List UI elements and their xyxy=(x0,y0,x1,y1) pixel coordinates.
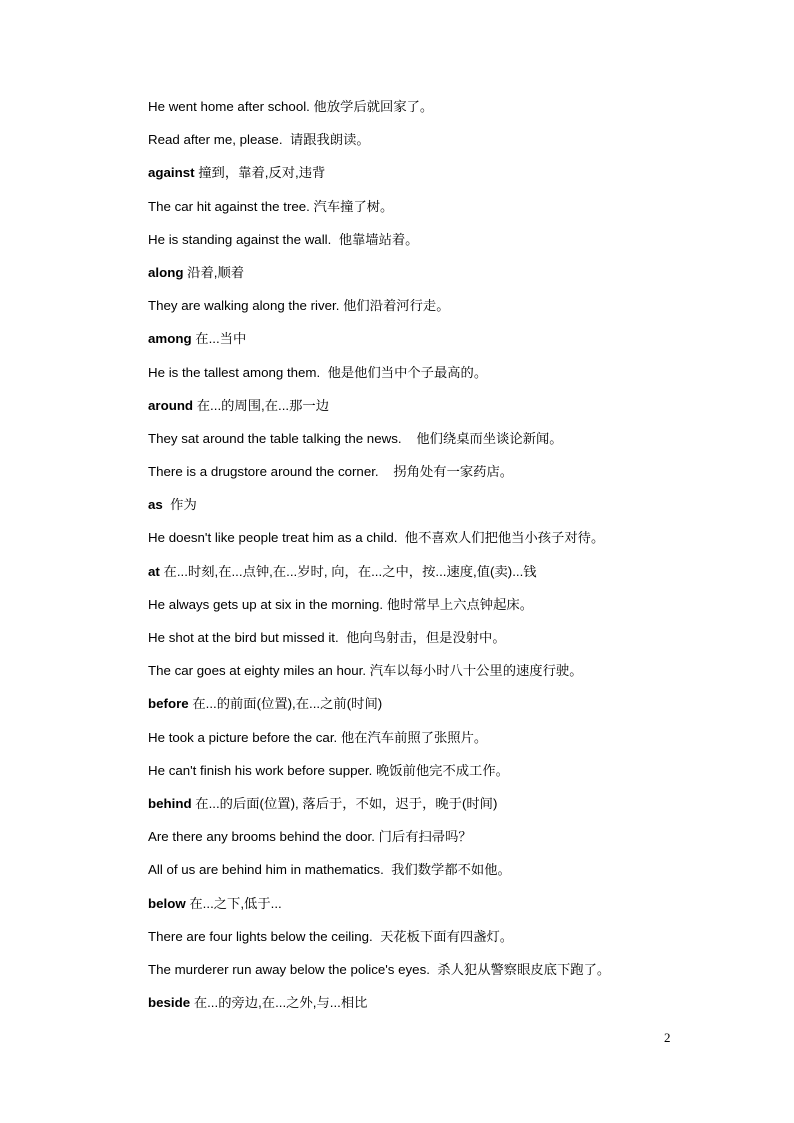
word-meaning: 在...的后面(位置), 落后于，不如，迟于，晚于(时间) xyxy=(191,795,498,811)
word-meaning: 撞到，靠着,反对,违背 xyxy=(194,165,326,181)
example-sentence: He went home after school. 他放学后就回家了。 xyxy=(148,99,434,114)
example-sentence: They sat around the table talking the news. 他们绕桌而坐谈论新闻。 xyxy=(148,430,563,446)
vocabulary-list xyxy=(148,96,708,1025)
page-number: 2 xyxy=(664,1030,671,1045)
word-meaning: 在...时刻,在...点钟,在...岁时, 向，在...之中，按...速度,值(卖)...钱 xyxy=(159,563,537,579)
word-entry xyxy=(148,793,708,826)
word-entry xyxy=(148,395,708,428)
example-sentence: They are walking along the river. 他们沿着河行走。 xyxy=(148,298,450,314)
word-entry xyxy=(148,162,708,195)
example-sentence: The car hit against the tree. 汽车撞了树。 xyxy=(148,198,394,214)
example-sentence: He is the tallest among them. 他是他们当中个子最高的。 xyxy=(148,364,488,380)
word-meaning: 在...当中 xyxy=(191,331,247,347)
word-meaning: 在...的周围,在...那一边 xyxy=(193,397,329,413)
example-sentence: He always gets up at six in the morning. 他时常早上六点钟起床。 xyxy=(148,596,533,612)
example-sentence: He took a picture before the car. 他在汽车前照了张照片。 xyxy=(148,729,488,745)
example-sentence: There is a drugstore around the corner. 拐角处有一家药店。 xyxy=(148,464,514,480)
example-sentence: He doesn't like people treat him as a child. 他不喜欢人们把他当小孩子对待。 xyxy=(148,530,605,546)
headword: around xyxy=(148,397,194,413)
headword: at xyxy=(148,563,160,579)
headword: against xyxy=(148,165,195,181)
headword: as xyxy=(148,497,163,513)
word-entry xyxy=(148,328,708,361)
word-entry xyxy=(148,561,708,594)
headword: behind xyxy=(148,795,192,811)
example-sentence: The murderer run away below the police's eyes. 杀人犯从警察眼皮底下跑了。 xyxy=(148,961,611,977)
word-entry xyxy=(148,992,708,1025)
example-sentence: The car goes at eighty miles an hour. 汽车以每小时八十公里的速度行驶。 xyxy=(148,663,583,679)
headword: before xyxy=(148,696,189,712)
example-sentence: Read after me, please. 请跟我朗读。 xyxy=(148,132,370,148)
word-meaning: 在...之下,低于... xyxy=(185,895,282,911)
word-entry xyxy=(148,693,708,726)
example-sentence: All of us are behind him in mathematics. 我们数学都不如他。 xyxy=(148,862,511,878)
word-meaning: 沿着,顺着 xyxy=(183,264,245,280)
word-entry xyxy=(148,893,708,926)
word-meaning: 在...的前面(位置),在...之前(时间) xyxy=(188,696,383,712)
headword: below xyxy=(148,895,186,911)
word-entry xyxy=(148,494,708,527)
headword: among xyxy=(148,331,192,347)
word-entry xyxy=(148,262,708,295)
example-sentence: He is standing against the wall. 他靠墙站着。 xyxy=(148,231,419,247)
word-meaning: 在...的旁边,在...之外,与...相比 xyxy=(190,995,368,1011)
example-sentence: He can't finish his work before supper. 晚饭前他完不成工作。 xyxy=(148,762,509,778)
headword: beside xyxy=(148,995,191,1011)
word-meaning: 作为 xyxy=(162,497,197,513)
example-sentence: There are four lights below the ceiling. 天花板下面有四盏灯。 xyxy=(148,928,514,944)
headword: along xyxy=(148,264,184,280)
example-sentence: He shot at the bird but missed it. 他向鸟射击，但是没射中。 xyxy=(148,630,506,645)
example-sentence: Are there any brooms behind the door. 门后有扫帚吗？ xyxy=(148,829,472,845)
